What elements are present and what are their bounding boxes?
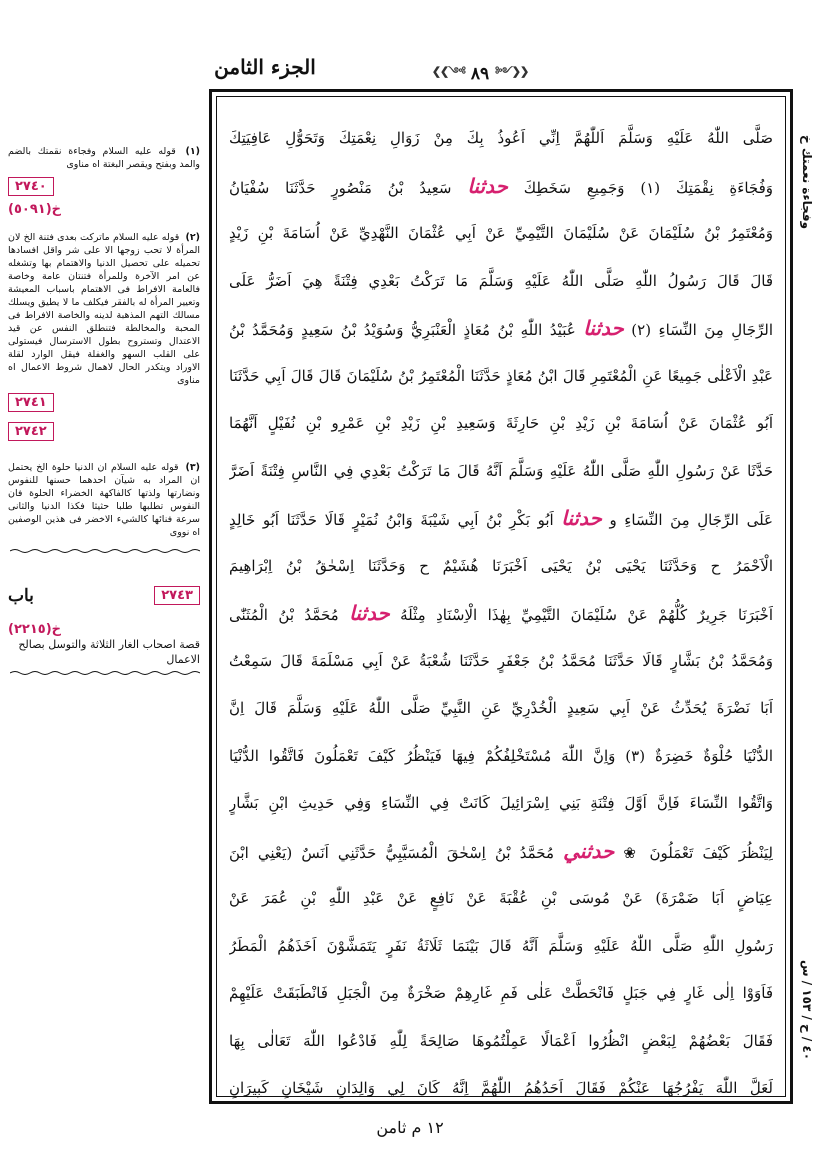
line-text: رَسُولِ اللّٰهِ صَلَّى اللّٰهُ عَلَيْهِ وَسَلَّمَ اَنَّهُ قَالَ بَيْنَمَا ثَلَاثَةُ نَفَرٍ يَتَمَشَّوْنَ اَخَذَهُمُ الْمَطَرُ [229, 936, 773, 955]
main-text-frame [209, 89, 793, 1104]
text-line [229, 638, 773, 686]
hadith-marker: حدثنا [561, 506, 602, 530]
bab-title: باب [8, 586, 34, 606]
line-text: الدُّنْيَا حُلْوَةٌ خَضِرَةٌ (٣) وَاِنَّ اللّٰهَ مُسْتَخْلِفُكُمْ فِيهَا فَيَنْظُرُ كَيْفَ تَعْمَلُونَ فَاتَّقُوا الدُّنْيَا [229, 746, 773, 765]
text-line [229, 495, 773, 543]
footnote-1-text: قوله عليه السلام وفجاءة نقمتك بالضم والمد وبفتح ويقصر البغتة اه مناوى [8, 146, 200, 170]
page-footer: ١٢ م ثامن [376, 1118, 444, 1137]
page-number: ٨٩ [470, 64, 490, 84]
line-text: عَبْدِ الْاَعْلٰى جَمِيعًا عَنِ الْمُعْتَمِرِ قَالَ ابْنُ مُعَاذٍ حَدَّثَنَا الْمُعْتَمِرُ بْنُ سُلَيْمَانَ قَالَ قَالَ اَبِي حَدَّثَنَا [229, 366, 773, 385]
hadith-number-badge-2: ٢٧٤١ [8, 393, 54, 412]
footnote-3-text: قوله عليه السلام ان الدنيا حلوة الخ يحتمل ان المراد به شيآن احدهما حسنها للنفوس ونضارتها ولذتها كالفاكهة الخضراء الحلوة فان النفوس تطلبها طلبا حثيثا فكذا الدنيا والثانى سرعة فنائها كالشيء الاخضر فى هذين الوصفين اه نووى [8, 462, 200, 538]
cross-ref-2: خ(٢٢١٥) [8, 622, 62, 637]
text-line [229, 970, 773, 1018]
footnote-2 [8, 231, 200, 387]
footnote-3-num: (٣) [185, 462, 200, 473]
hadith-number-badge: ٢٧٤٠ [8, 177, 54, 196]
cross-ref-row-2 [8, 618, 200, 637]
line-text: وَاتَّقُوا النِّسَاءَ فَاِنَّ اَوَّلَ فِتْنَةِ بَنِي اِسْرَائِيلَ كَانَتْ فِي النِّسَاءِ وَفِي حَدِيثِ ابْنِ بَشَّارٍ [229, 794, 773, 812]
right-margin-ref: ٤٠ / ح / ١٥٣ / س [800, 960, 814, 1061]
line-text: حَدَّثَا عَنْ رَسُولِ اللّٰهِ صَلَّى اللّٰهُ عَلَيْهِ وَسَلَّمَ اَنَّهُ قَالَ مَا تَرَكْتُ بَعْدِي فِي النَّاسِ فِتْنَةً اَضَرَّ [229, 461, 773, 480]
footnote-1-num: (١) [185, 146, 200, 157]
text-line [229, 590, 773, 638]
line-text-after: عُبَيْدُ اللّٰهِ بْنُ مُعَاذٍ الْعَنْبَرِيُّ وَسُوَيْدُ بْنُ سَعِيدٍ وَمُحَمَّدُ بْنُ [229, 321, 576, 339]
text-line [229, 210, 773, 258]
hadith-number-badge-3: ٢٧٤٢ [8, 422, 54, 441]
hadith-number-badge-4: ٢٧٤٣ [154, 586, 200, 605]
ornament-right: ༻❯❯ [495, 64, 529, 78]
text-line [229, 353, 773, 401]
bab-row [8, 582, 200, 608]
line-text: اَبَا نَضْرَةَ يُحَدِّثُ عَنْ اَبِي سَعِيدٍ الْخُدْرِيِّ عَنِ النَّبِيِّ صَلَّى اللّٰهُ عَلَيْهِ وَسَلَّمَ قَالَ اِنَّ [229, 699, 773, 717]
text-line [229, 923, 773, 971]
footnote-2-text: قوله عليه السلام ماتركت بعدى فتنة الخ لان المرأة لا تحب زوجها الا على شر واقل افسادها تحميله على تحصيل الدنيا والاهتمام بها وتشغله عن امر الآخرة وللمرأة فتنتان عامة وخاصة فالعامة الافراط فى الاهتمام باسباب المعيشة وتعيير المرأة له بالفقر فيكلف ما لا يطيق ويسلك مسالك التهم المذهبة لدينه والخاصة الافراط فى المحبة والمخالطة فتنطلق النفس عن قيد الاعتدال وتستروح بطول الاسترسال فيستولى على القلب السهو والغفلة فيقل الوارد لقلة الاوراد ويتكدر الحال لاهمال شروط الاعمال اه مناوى [8, 232, 200, 386]
line-text-after: مُحَمَّدُ بْنُ الْمُثَنّٰى [229, 606, 339, 624]
part-title: الجزء الثامن [214, 55, 316, 79]
hadith-marker: حدثنا [349, 601, 390, 625]
wavy-divider-2 [10, 670, 200, 676]
text-line [229, 875, 773, 923]
text-line [229, 685, 773, 733]
line-text-after: مُحَمَّدُ بْنُ اِسْحٰقَ الْمُسَيَّبِيُّ حَدَّثَنِي اَنَسٌ (يَعْنِي ابْنَ [229, 843, 554, 862]
page-number-block [430, 62, 530, 86]
text-line [229, 400, 773, 448]
hadith-marker: حدثني [563, 838, 615, 863]
line-text: وَمُعْتَمِرُ بْنُ سُلَيْمَانَ عَنْ سُلَيْمَانَ التَّيْمِيِّ عَنْ اَبِي عُثْمَانَ النَّهْدِيِّ عَنْ اُسَامَةَ بْنِ زَيْدٍ [229, 224, 773, 242]
text-line [229, 780, 773, 828]
right-margin-gloss: وفجاءة نعمتك خ [800, 135, 814, 230]
text-line [229, 448, 773, 496]
side-notes [8, 145, 200, 686]
line-text: وَفُجَاءَةِ نِقْمَتِكَ (١) وَجَمِيعِ سَخَطِكَ [523, 178, 773, 197]
line-text: الرِّجَالِ مِنَ النِّسَاءِ (٢) [631, 321, 773, 339]
footnote-3 [8, 461, 200, 539]
cross-ref-1: خ(٥٠٩١) [8, 202, 62, 217]
line-text: الْاَحْمَرُ ح وَحَدَّثَنَا يَحْيَى بْنُ يَحْيَى اَخْبَرَنَا هُشَيْمٌ ح وَحَدَّثَنَا اِسْحٰقُ بْنُ اِبْرَاهِيمَ [229, 556, 773, 575]
line-text: لَعَلَّ اللّٰهَ يَفْرُجُهَا عَنْكُمْ فَقَالَ اَحَدُهُمُ اللّٰهُمَّ اِنَّهُ كَانَ لِي وَالِدَانِ شَيْخَانِ كَبِيرَانِ [229, 1079, 773, 1097]
cross-ref-row-1 [8, 198, 200, 217]
footnote-2-num: (٢) [185, 232, 200, 243]
line-text: عَلَى الرِّجَالِ مِنَ النِّسَاءِ و [609, 511, 773, 529]
text-line [229, 733, 773, 781]
hadith-marker: حدثنا [583, 316, 624, 340]
hadith-marker: حدثنا [467, 173, 508, 198]
text-line [229, 543, 773, 591]
text-line [229, 115, 773, 163]
line-text: وَمُحَمَّدُ بْنُ بَشَّارٍ قَالَا حَدَّثَنَا مُحَمَّدُ بْنُ جَعْفَرٍ حَدَّثَنَا شُعْبَةُ عَنْ اَبِي مَسْلَمَةَ قَالَ سَمِعْتُ [229, 651, 773, 670]
text-line [229, 305, 773, 353]
line-text-after: اَبُو بَكْرِ بْنُ اَبِي شَيْبَةَ وَابْنُ نُمَيْرٍ قَالَا حَدَّثَنَا اَبُو خَالِدٍ [229, 511, 554, 529]
wavy-divider [10, 548, 200, 554]
line-text: فَاَوَوْا اِلٰى غَارٍ فِي جَبَلٍ فَانْحَطَّتْ عَلٰى فَمِ غَارِهِمْ صَخْرَةٌ مِنَ الْجَبَلِ فَانْطَبَقَتْ عَلَيْهِمْ [229, 984, 773, 1002]
footnote-1 [8, 145, 200, 171]
ornament-left: ❮❮༺ [431, 64, 465, 78]
main-text [216, 96, 786, 1097]
line-text: اَبُو عُثْمَانَ عَنْ اُسَامَةَ بْنِ زَيْدِ بْنِ حَارِثَةَ وَسَعِيدِ بْنِ زَيْدِ بْنِ عَمْرِو بْنِ نُفَيْلٍ اَنَّهُمَا [229, 414, 773, 432]
line-text: لِيَنْظُرَ كَيْفَ تَعْمَلُونَ ❀ [623, 843, 773, 862]
line-text-after: سَعِيدُ بْنُ مَنْصُورٍ حَدَّثَنَا سُفْيَانُ [229, 178, 452, 197]
line-text: فَقَالَ بَعْضُهُمْ لِبَعْضٍ انْظُرُوا اَعْمَالًا عَمِلْتُمُوهَا صَالِحَةً لِلّٰهِ فَادْعُوا اللّٰهَ تَعَالٰى بِهَا [229, 1031, 773, 1050]
hadith-number-row-2 [8, 393, 200, 412]
hadith-number-row-1 [8, 177, 200, 196]
hadith-number-row-3 [8, 422, 200, 441]
line-text: قَالَ قَالَ رَسُولُ اللّٰهِ صَلَّى اللّٰهُ عَلَيْهِ وَسَلَّمَ مَا تَرَكْتُ بَعْدِي فِتْنَةً هِيَ اَضَرُّ عَلَى [229, 271, 773, 290]
line-text: عِيَاضٍ اَبَا ضَمْرَةَ) عَنْ مُوسَى بْنِ عُقْبَةَ عَنْ نَافِعٍ عَنْ عَبْدِ اللّٰهِ بْنِ عُمَرَ عَنْ [229, 889, 773, 907]
line-text: اَخْبَرَنَا جَرِيرٌ كُلُّهُمْ عَنْ سُلَيْمَانَ التَّيْمِيِّ بِهٰذَا الْاِسْنَادِ مِثْلَهُ [400, 606, 773, 624]
text-line [229, 1018, 773, 1066]
bab-heading-text: قصة اصحاب الغار الثلاثة والتوسل بصالح الاعمال [18, 638, 200, 666]
text-line [229, 163, 773, 211]
line-text: صَلَّى اللّٰهُ عَلَيْهِ وَسَلَّمَ اَللّٰهُمَّ اِنِّي اَعُوذُ بِكَ مِنْ زَوَالِ نِعْمَتِكَ وَتَحَوُّلِ عَافِيَتِكَ [229, 129, 773, 147]
text-line [229, 258, 773, 306]
text-line [229, 1065, 773, 1113]
text-line [229, 828, 773, 876]
